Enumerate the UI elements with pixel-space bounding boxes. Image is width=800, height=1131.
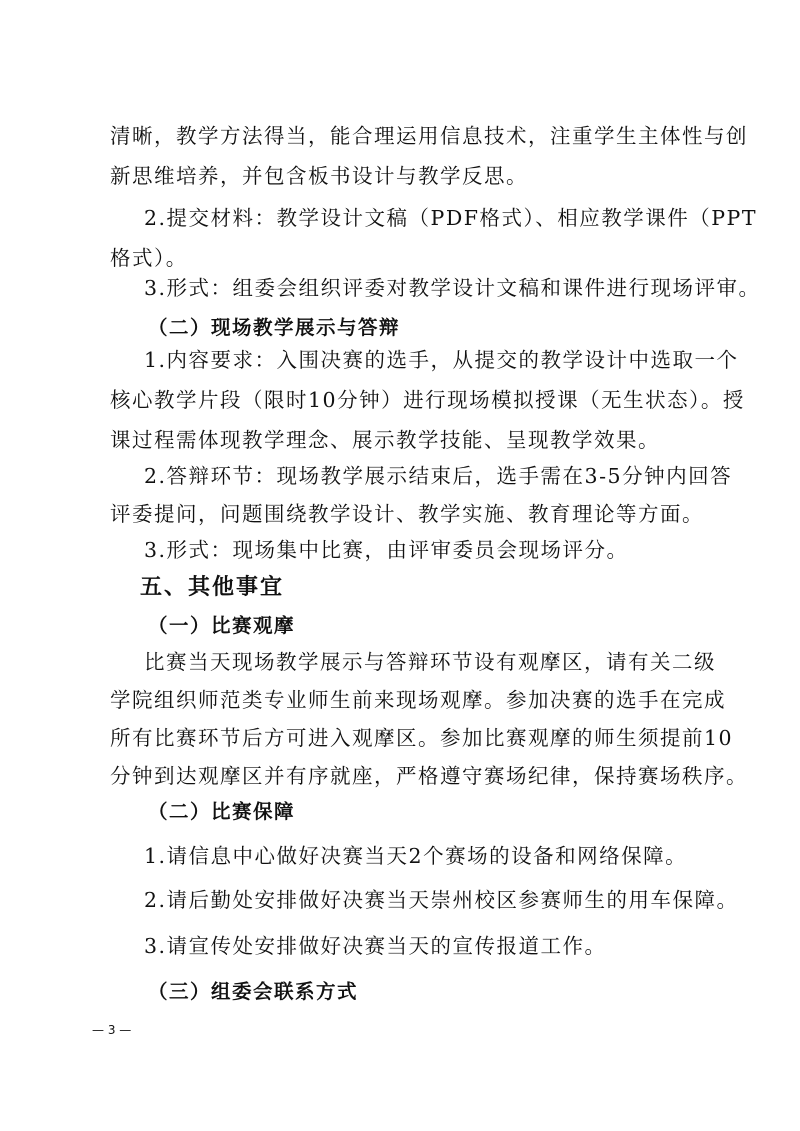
paragraph-line: 学院组织师范类专业师生前来现场观摩。参加决赛的选手在完成 — [110, 688, 726, 712]
paragraph-line: 分钟到达观摩区并有序就座，严格遵守赛场纪律，保持赛场秩序。 — [110, 764, 748, 788]
paragraph-line: 核心教学片段（限时10分钟）进行现场模拟授课（无生状态）。授 — [110, 388, 745, 412]
paragraph-line: 课过程需体现教学理念、展示教学技能、呈现教学效果。 — [110, 428, 660, 452]
paragraph-line: 格式）。 — [110, 246, 188, 270]
chapter-heading: 五、其他事宜 — [140, 575, 285, 600]
paragraph-line: 清晰，教学方法得当，能合理运用信息技术，注重学生主体性与创 — [110, 124, 748, 148]
paragraph-line: 1.请信息中心做好决赛当天2个赛场的设备和网络保障。 — [144, 844, 688, 868]
paragraph-line: 2.答辩环节：现场教学展示结束后，选手需在3-5分钟内回答 — [144, 464, 733, 488]
section-heading: （二）比赛保障 — [148, 800, 296, 823]
paragraph-line: 比赛当天现场教学展示与答辩环节设有观摩区，请有关二级 — [144, 650, 716, 674]
paragraph-line: 评委提问，问题围绕教学设计、教学实施、教育理论等方面。 — [110, 502, 704, 526]
paragraph-line: 新思维培养，并包含板书设计与教学反思。 — [110, 164, 528, 188]
paragraph-line: 所有比赛环节后方可进入观摩区。参加比赛观摩的师生须提前10 — [110, 726, 734, 750]
paragraph-line: 2.请后勤处安排做好决赛当天崇州校区参赛师生的用车保障。 — [144, 888, 739, 912]
section-heading: （三）组委会联系方式 — [148, 980, 359, 1003]
section-heading: （一）比赛观摩 — [148, 614, 296, 637]
page-number: — 3 — — [92, 1023, 132, 1037]
paragraph-line: 3.形式：现场集中比赛，由评审委员会现场评分。 — [144, 538, 629, 562]
section-heading: （二）现场教学展示与答辩 — [148, 316, 401, 339]
paragraph-line: 2.提交材料：教学设计文稿（PDF格式）、相应教学课件（PPT — [144, 206, 758, 230]
paragraph-line: 3.请宣传处安排做好决赛当天的宣传报道工作。 — [144, 934, 607, 958]
paragraph-line: 1.内容要求：入围决赛的选手，从提交的教学设计中选取一个 — [144, 348, 739, 372]
paragraph-line: 3.形式：组委会组织评委对教学设计文稿和课件进行现场评审。 — [144, 276, 761, 300]
